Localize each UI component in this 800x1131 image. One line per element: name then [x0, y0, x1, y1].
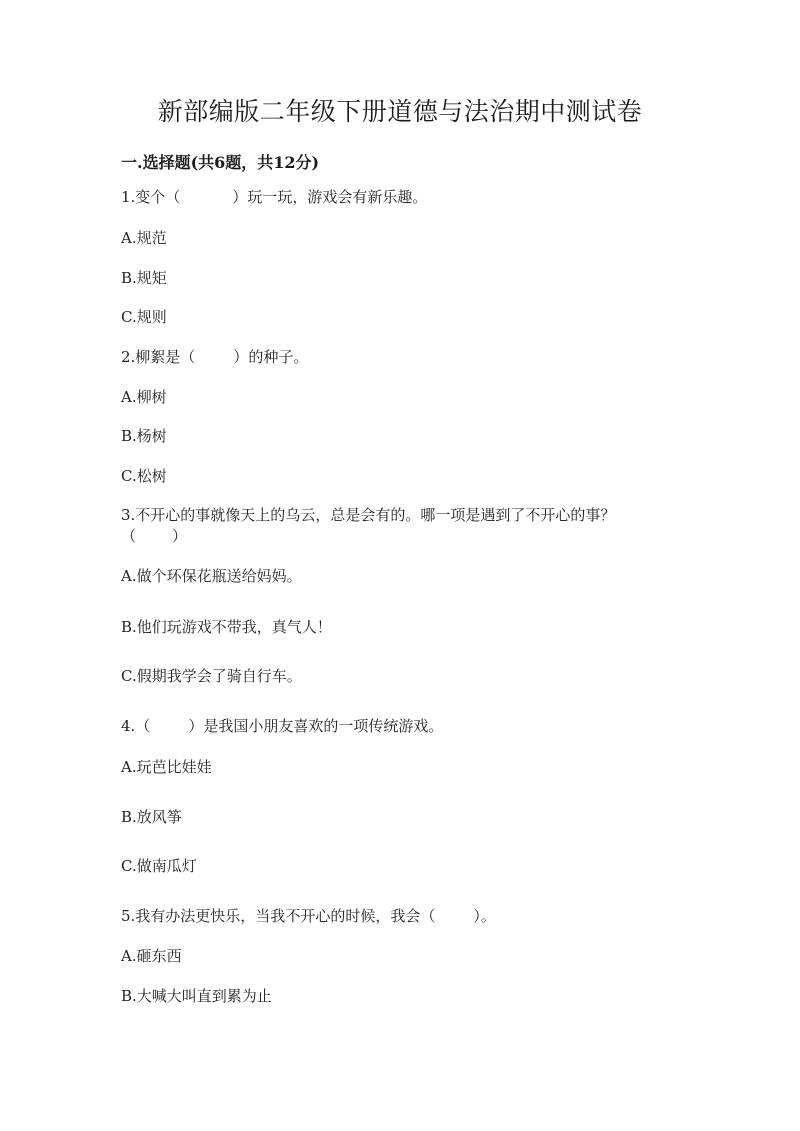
question-1-stem-after: ）玩一玩，游戏会有新乐趣。: [232, 188, 428, 206]
section-heading: 一.选择题(共6题，共12分): [121, 153, 320, 172]
question-2-option-a: A.柳树: [121, 388, 167, 406]
question-3-paren-open: （: [121, 527, 137, 545]
question-4-option-c: C.做南瓜灯: [121, 857, 197, 875]
exam-title: 新部编版二年级下册道德与法治期中测试卷: [157, 97, 643, 126]
question-3-stem: 3.不开心的事就像天上的乌云，总是会有的。哪一项是遇到了不开心的事？: [121, 506, 616, 524]
question-4-option-a: A.玩芭比娃娃: [121, 758, 212, 776]
question-1-stem-before: 1.变个（: [121, 188, 181, 206]
question-3-option-c: C.假期我学会了骑自行车。: [121, 667, 302, 685]
question-3-option-b: B.他们玩游戏不带我，真气人！: [121, 618, 332, 636]
question-5-stem-before: 5.我有办法更快乐，当我不开心的时候，我会（: [121, 907, 436, 925]
question-3-stem-blank-line: [121, 525, 187, 547]
question-2-option-c: C.松树: [121, 467, 167, 485]
question-5-option-b: B.大喊大叫直到累为止: [121, 987, 272, 1005]
question-2-stem-before: 2.柳絮是（: [121, 348, 196, 366]
question-4-option-b: B.放风筝: [121, 808, 182, 826]
question-1-option-c: C.规则: [121, 308, 167, 326]
question-4-stem-after: ）是我国小朋友喜欢的一项传统游戏。: [188, 717, 444, 735]
question-4-stem: [121, 715, 443, 737]
question-3-paren-close: ）: [172, 527, 188, 545]
question-5-stem: [121, 905, 496, 927]
question-3-option-a: A.做个环保花瓶送给妈妈。: [121, 567, 302, 585]
question-1-stem: [121, 186, 427, 208]
question-2-option-b: B.杨树: [121, 427, 167, 445]
question-1-option-a: A.规范: [121, 229, 167, 247]
question-1-option-b: B.规矩: [121, 269, 167, 287]
question-2-stem-after: ）的种子。: [233, 348, 309, 366]
question-5-stem-after: ）。: [473, 907, 496, 925]
question-4-stem-before: 4.（: [121, 717, 151, 735]
question-2-stem: [121, 346, 308, 368]
question-5-option-a: A.砸东西: [121, 947, 182, 965]
